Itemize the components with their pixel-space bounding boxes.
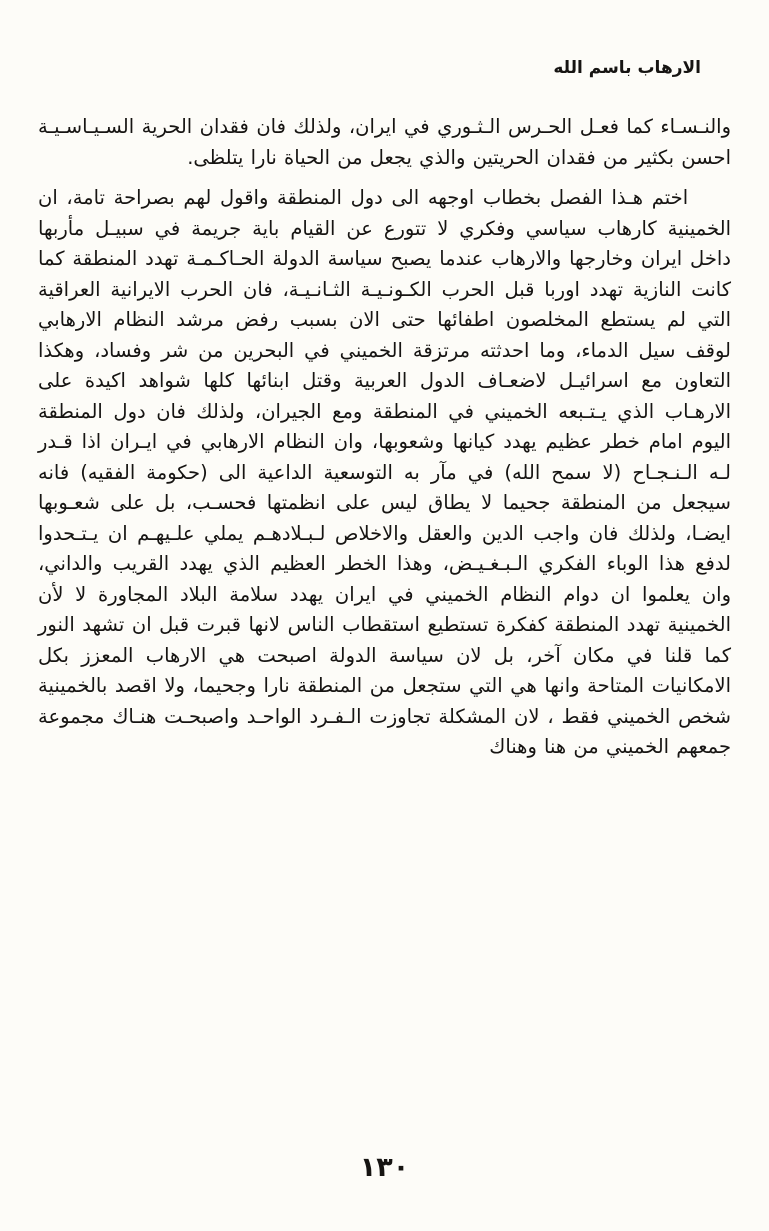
paragraph-2: اختم هـذا الفصل بخطاب اوجهه الى دول المنطقة واقول لهم بصراحة تامة، ان الخمينية كارهاب سياسي وفكري لا تتورع عن القيام باية جريمة في سبيـل مأربها داخل ايران وخارجها والارهاب عندما يصبح سياسة الدولة الحـاكـمـة تهدد المنطقة كما كانت النازية تهدد اوربا قبل الحرب الكـونـيـة الثـانـيـة، فان الحرب الايرانية العراقية التي لم يستطع المخلصون اطفائها حتى الان بسبب رفض مرشد النظام الارهابي لوقف سيل الدماء، وما احدثته مرتزقة الخميني في البحرين من شر وفساد، وهكذا التعاون مع اسرائيـل لاضعـاف الدول العربية وقتل ابنائها كلها شواهد اكيدة على الارهـاب الذي يـتـبعه الخميني في المنطقة ومع الجيران، ولذلك فان دول المنطقة اليوم امام خطر عظيم يهدد كيانها وشعوبها، وان النظام الارهابي في ايـران اذا قـدر لـه الـنـجـاح (لا سمح الله) في مآر به التوسعية الداعية الى (حكومة الفقيه) فانه سيجعل من المنطقة جحيما لا يطاق ليس على انظمتها فحسـب، بل على شعـوبها ايضـا، ولذلك فان واجب الدين والعقل والاخلاص لـبـلادهـم يملي علـيهـم ان يـتـحدوا لدفع هذا الوباء الفكري الـبـغـيـض، وهذا الخطر العظيم الذي يهدد القريب والداني، وان يعلموا ان دوام النظام الخميني في ايران يهدد سلامة البلاد المجاورة لا لأن الخمينية تهدد المنطقة كفكرة تستطيع استقطاب الناس لانها قبرت قبل ان تشهد النور كما قلنا في مكان آخر، بل لان سياسة الدولة اصبحت هي الارهاب المعزز بكل الامكانيات المتاحة وانها هي التي ستجعل من المنطقة نارا وجحيما، ولا اقصد بالخمينية شخص الخميني فقط ، لان المشكلة تجاوزت الـفـرد الواحـد واصبحـت هنـاك مجموعة جمعهم الخميني من هنا وهناك [38, 186, 731, 758]
page-number: ١٣٠ [359, 1152, 410, 1183]
paragraph-1: والنـسـاء كما فعـل الحـرس الـثـوري في ايران، ولذلك فان فقدان الحرية السـيـاسـيـة احسن بكثير من فقدان الحريتين والذي يجعل من الحياة نارا يتلظى. [38, 115, 731, 169]
running-head-title: الارهاب باسم الله [553, 58, 701, 78]
page-body [38, 112, 731, 763]
